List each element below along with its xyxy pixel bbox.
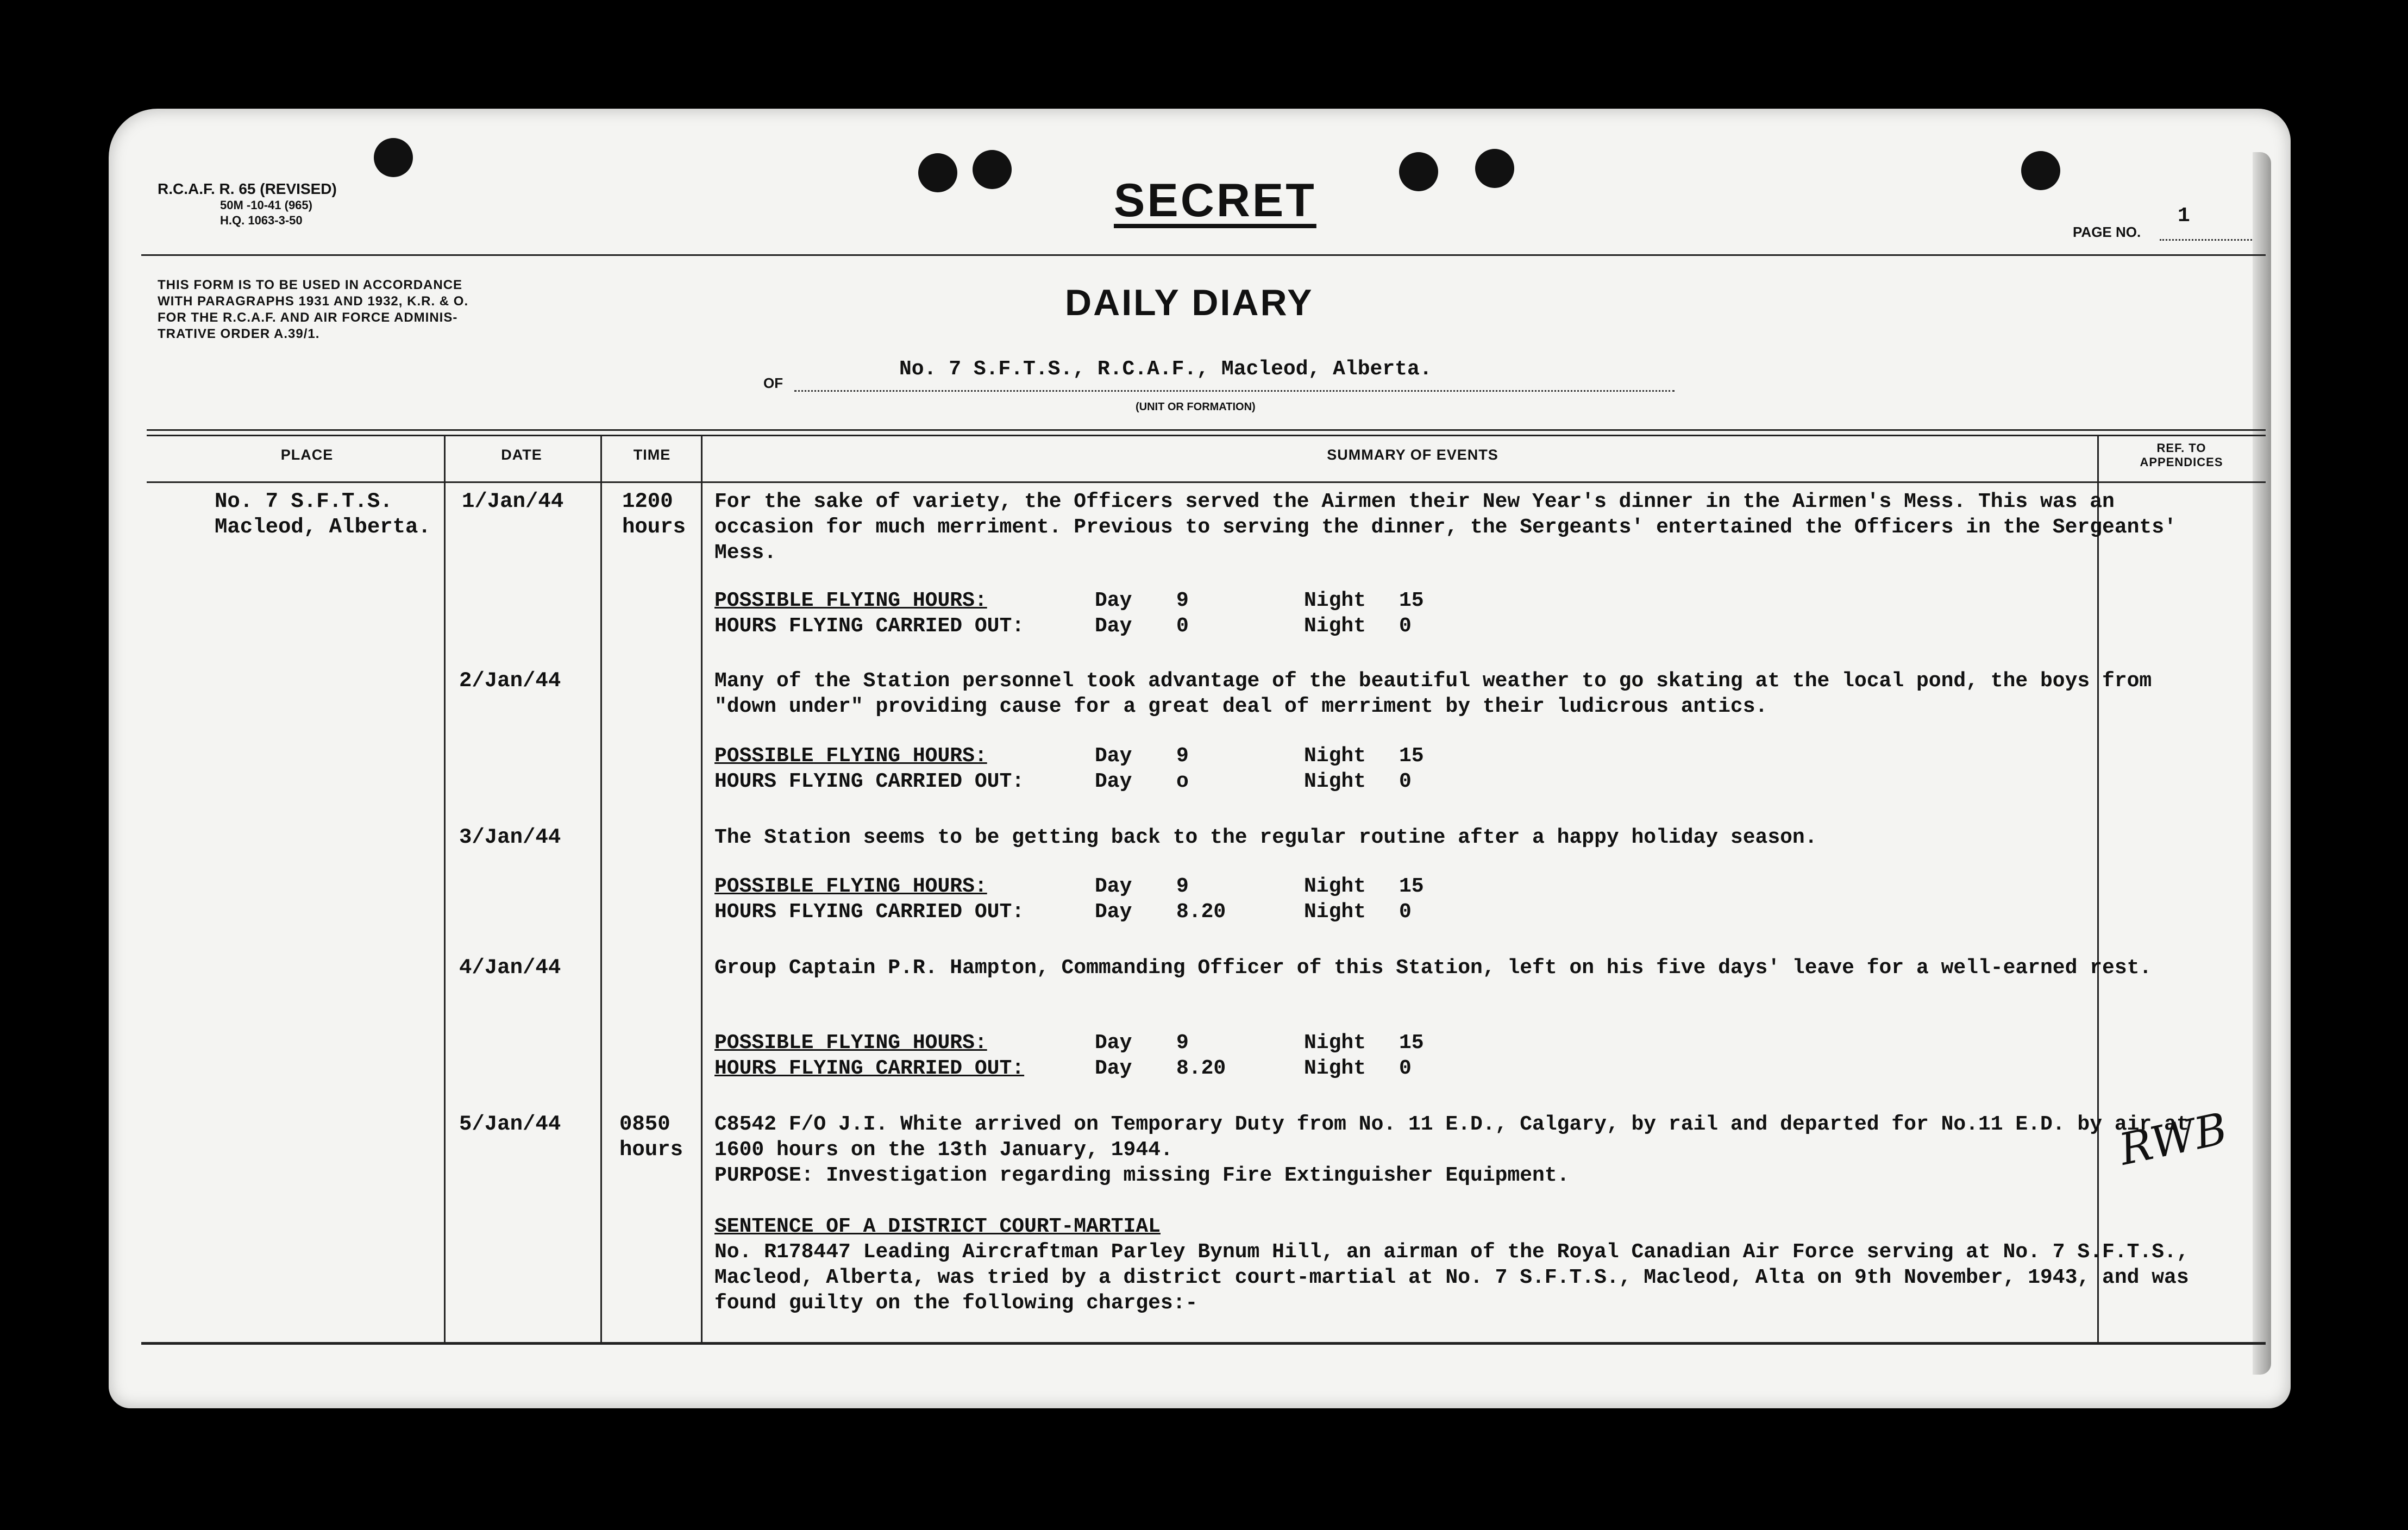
column-header-ref: REF. TO APPENDICES: [2140, 441, 2223, 469]
punch-hole: [973, 150, 1012, 189]
column-header-summary: SUMMARY OF EVENTS: [1327, 447, 1498, 463]
table-bottom-rule: [141, 1342, 2266, 1345]
column-divider: [701, 435, 703, 1342]
day-label: Day: [1095, 589, 1132, 612]
header-rule: [141, 254, 2266, 256]
day-label: Day: [1095, 900, 1132, 924]
entry-time: 1200: [622, 490, 673, 513]
entry-summary: Group Captain P.R. Hampton, Commanding Officer of this Station, left on his five days' leave for a well-earned rest.: [714, 956, 2152, 980]
form-ref-line: H.Q. 1063-3-50: [220, 214, 303, 227]
entry-summary: Many of the Station personnel took advantage of the beautiful weather to go skating at the local pond, the boys from "down under" providing cause for a great deal of merriment by their ludicrous antics.: [714, 669, 2152, 718]
night-label: Night: [1304, 1031, 1366, 1055]
night-label: Night: [1304, 900, 1366, 924]
night-label: Night: [1304, 589, 1366, 612]
night-label: Night: [1304, 614, 1366, 638]
column-header-time: TIME: [633, 447, 671, 463]
table-top-rule: [147, 435, 2266, 436]
diary-page: [109, 109, 2291, 1408]
instruction-line: FOR THE R.C.A.F. AND AIR FORCE ADMINIS-: [158, 310, 458, 325]
form-instructions: [158, 277, 468, 342]
possible-day-value: 9: [1176, 875, 1189, 898]
possible-hours-label: POSSIBLE FLYING HOURS:: [714, 744, 987, 768]
column-header-date: DATE: [501, 447, 542, 463]
punch-hole: [918, 153, 957, 192]
day-label: Day: [1095, 770, 1132, 793]
carried-hours-label: HOURS FLYING CARRIED OUT:: [714, 1057, 1025, 1080]
page-title: DAILY DIARY: [1065, 282, 1314, 323]
carried-hours-label: HOURS FLYING CARRIED OUT:: [714, 614, 1025, 638]
page-fold-edge: [2253, 152, 2271, 1375]
night-label: Night: [1304, 1057, 1366, 1080]
carried-hours-label: HOURS FLYING CARRIED OUT:: [714, 900, 1025, 924]
entry-time: 0850: [619, 1112, 670, 1136]
entry-time-unit: hours: [622, 515, 686, 539]
entry-date: 5/Jan/44: [459, 1112, 561, 1136]
carried-day-value: 8.20: [1176, 1057, 1226, 1080]
day-label: Day: [1095, 614, 1132, 638]
night-label: Night: [1304, 770, 1366, 793]
table-top-rule: [147, 429, 2266, 431]
night-label: Night: [1304, 744, 1366, 768]
day-label: Day: [1095, 1031, 1132, 1055]
day-label: Day: [1095, 875, 1132, 898]
punch-hole: [1399, 152, 1438, 191]
punch-hole: [374, 138, 413, 177]
possible-day-value: 9: [1176, 1031, 1189, 1055]
carried-day-value: o: [1176, 770, 1189, 793]
possible-night-value: 15: [1399, 589, 1424, 612]
entry-date: 3/Jan/44: [459, 825, 561, 849]
court-martial-heading: SENTENCE OF A DISTRICT COURT-MARTIAL: [714, 1215, 1161, 1238]
column-divider: [600, 435, 602, 1342]
entry-summary: For the sake of variety, the Officers served the Airmen their New Year's dinner in the Airmen's Mess. This was an occasion for much merriment. Previous to serving the dinner, the Sergeants' entertained the Officers in the Sergeants' Mess.: [714, 490, 2177, 565]
of-label: OF: [763, 375, 783, 391]
place-line: Macleod, Alberta.: [215, 515, 431, 539]
carried-day-value: 8.20: [1176, 900, 1226, 924]
possible-day-value: 9: [1176, 589, 1189, 612]
entry-summary: The Station seems to be getting back to the regular routine after a happy holiday season.: [714, 826, 1817, 849]
instruction-line: THIS FORM IS TO BE USED IN ACCORDANCE: [158, 278, 463, 292]
column-divider: [2097, 435, 2099, 1342]
court-martial-text: No. R178447 Leading Aircraftman Parley Bynum Hill, an airman of the Royal Canadian Air Force serving at No. 7 S.F.T.S., Macleod, Alberta, was tried by a district court-martial at No. 7 S.F.T.S., Macleod, Alta on 9th November, 1943, and was found guilty on the following charges:-: [714, 1240, 2189, 1315]
table-header-rule: [147, 481, 2266, 483]
possible-hours-label: POSSIBLE FLYING HOURS:: [714, 875, 987, 898]
entry-time-unit: hours: [619, 1138, 683, 1162]
possible-hours-label: POSSIBLE FLYING HOURS:: [714, 1031, 987, 1055]
column-divider: [444, 435, 446, 1342]
day-label: Day: [1095, 744, 1132, 768]
carried-night-value: 0: [1399, 1057, 1412, 1080]
night-label: Night: [1304, 875, 1366, 898]
column-header-place: PLACE: [280, 447, 334, 463]
possible-night-value: 15: [1399, 744, 1424, 768]
day-label: Day: [1095, 1057, 1132, 1080]
possible-night-value: 15: [1399, 875, 1424, 898]
entry-date: 4/Jan/44: [459, 956, 561, 980]
handwritten-initials: RWB: [2115, 1103, 2231, 1175]
entry-date: 2/Jan/44: [459, 669, 561, 693]
entry-purpose: PURPOSE: Investigation regarding missing Fire Extinguisher Equipment.: [714, 1164, 1570, 1187]
entry-date: 1/Jan/44: [462, 490, 564, 513]
form-reference: [158, 180, 337, 228]
place-line: No. 7 S.F.T.S.: [215, 490, 393, 513]
carried-day-value: 0: [1176, 614, 1189, 638]
carried-hours-label: HOURS FLYING CARRIED OUT:: [714, 770, 1025, 793]
form-ref-line: R.C.A.F. R. 65 (REVISED): [158, 180, 337, 197]
page-number-line: [2160, 239, 2252, 241]
instruction-line: WITH PARAGRAPHS 1931 AND 1932, K.R. & O.: [158, 294, 469, 309]
carried-night-value: 0: [1399, 900, 1412, 924]
page-number: 1: [2178, 204, 2190, 228]
form-ref-line: 50M -10-41 (965): [220, 198, 312, 212]
carried-night-value: 0: [1399, 614, 1412, 638]
unit-caption: (UNIT OR FORMATION): [1136, 401, 1256, 413]
unit-line: [794, 390, 1675, 392]
punch-hole: [2021, 151, 2060, 190]
secret-stamp: SECRET: [1114, 174, 1316, 227]
possible-hours-label: POSSIBLE FLYING HOURS:: [714, 589, 987, 612]
page-number-label: PAGE NO.: [2073, 224, 2141, 240]
instruction-line: TRATIVE ORDER A.39/1.: [158, 327, 320, 341]
possible-day-value: 9: [1176, 744, 1189, 768]
carried-night-value: 0: [1399, 770, 1412, 793]
entry-summary: C8542 F/O J.I. White arrived on Temporary Duty from No. 11 E.D., Calgary, by rail and departed for No.11 E.D. by air at 1600 hours on the 13th January, 1944.: [714, 1113, 2189, 1162]
unit-name: No. 7 S.F.T.S., R.C.A.F., Macleod, Alberta.: [899, 358, 1432, 381]
punch-hole: [1475, 149, 1514, 188]
possible-night-value: 15: [1399, 1031, 1424, 1055]
